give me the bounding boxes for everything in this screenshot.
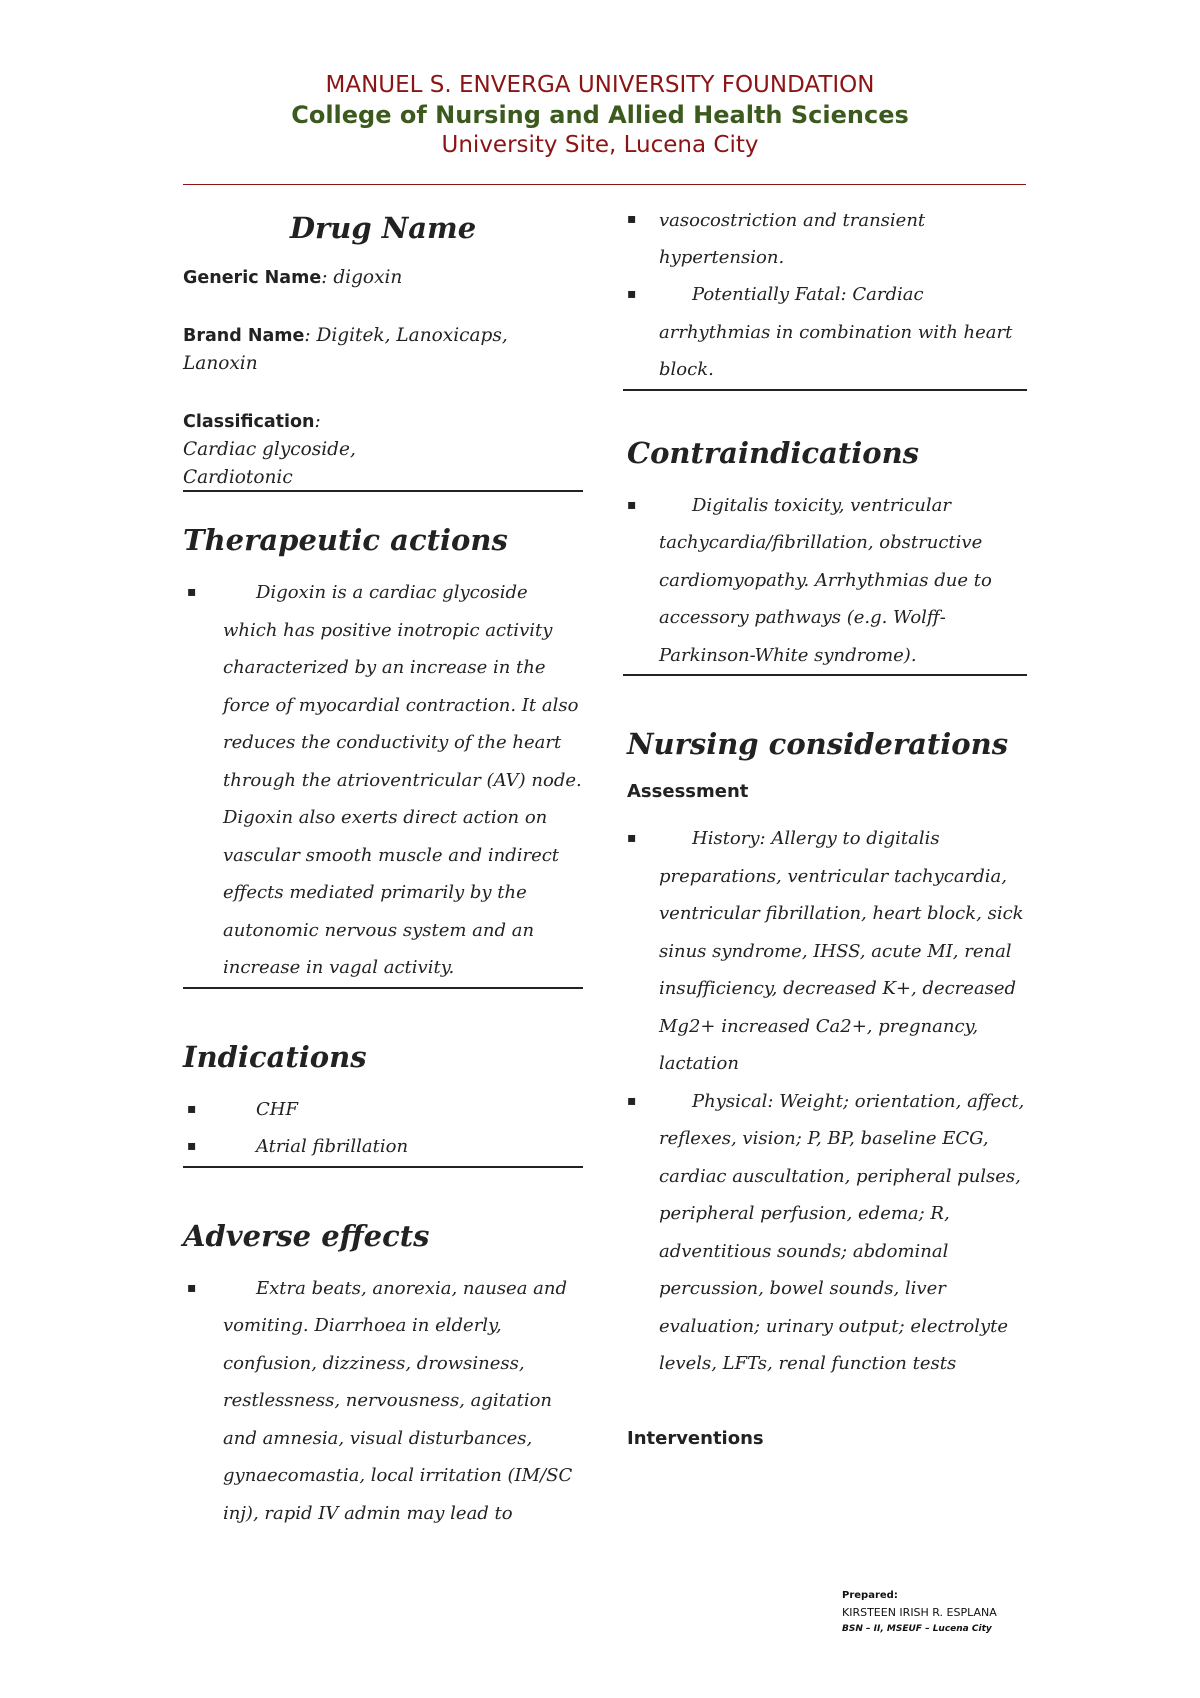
assessment-title: Assessment (627, 781, 749, 802)
prepared-label: Prepared: (842, 1590, 898, 1601)
adverse-effects-list-continued (623, 201, 1027, 391)
right-column (627, 201, 1027, 1453)
indications-section (183, 1037, 583, 1168)
university-name: MANUEL S. ENVERGA UNIVERSITY FOUNDATION (325, 72, 875, 98)
assessment-list (623, 820, 1027, 1383)
list-item: ▪ Atrial fibrillation (183, 1128, 583, 1166)
nursing-considerations-title: Nursing considerations (627, 727, 1009, 761)
generic-name-value: : digoxin (321, 267, 403, 288)
generic-name-label: Generic Name (183, 268, 322, 288)
college-name: College of Nursing and Allied Health Sciences (291, 101, 909, 129)
list-item: ▪ vasocostriction and transient hypertension. (623, 201, 1027, 276)
adverse-effects-continued (627, 201, 1027, 391)
adverse-effects-title: Adverse effects (183, 1218, 430, 1253)
header-divider (183, 184, 1026, 185)
prepared-by (842, 1588, 997, 1636)
list-item: ▪ CHF (183, 1091, 583, 1129)
contraindications-list (623, 487, 1027, 677)
brand-name-field (183, 322, 583, 378)
drug-name-title: Drug Name (289, 211, 477, 245)
left-column (183, 200, 583, 1532)
list-item: ▪ Digitalis toxicity, ventricular tachycardia/fibrillation, obstructive cardiomyopathy. Arrhythmias due to accessory pathways (e.g. Wolff-Parkinson-White syndrome). (623, 487, 1027, 675)
classification-label: Classification (183, 412, 315, 432)
contraindications-title: Contraindications (627, 435, 919, 470)
preparer-course: BSN – II, MSEUF – Lucena City (842, 1624, 992, 1634)
indications-title: Indications (183, 1039, 367, 1074)
brand-name-label: Brand Name (183, 326, 305, 346)
drug-name-section (183, 208, 583, 492)
list-item: ▪ Digoxin is a cardiac glycoside which has positive inotropic activity characterized by an increase in the force of myocardial contraction. It also reduces the conductivity of the heart through the atrioventricular (AV) node. Digoxin also exerts direct action on vascular smooth muscle and indirect effects mediated primarily by the autonomic nervous system and an increase in vagal activity. (183, 574, 583, 987)
list-item: ▪ Potentially Fatal: Cardiac arrhythmias in combination with heart block. (623, 276, 1027, 389)
classification-value: : Cardiac glycoside, Cardiotonic (183, 411, 356, 488)
generic-name-field (183, 264, 583, 292)
contraindications-section (627, 433, 1027, 677)
therapeutic-actions-section (183, 520, 583, 989)
document-header (0, 70, 1200, 160)
therapeutic-actions-title: Therapeutic actions (183, 523, 508, 557)
adverse-effects-section (183, 1216, 583, 1532)
nursing-considerations-section (627, 724, 1027, 1453)
brand-name-value: : Digitek, Lanoxicaps, Lanoxin (183, 325, 508, 374)
therapeutic-actions-list (183, 574, 583, 989)
interventions-title: Interventions (627, 1427, 764, 1449)
classification-field (183, 408, 398, 492)
adverse-effects-list (183, 1270, 583, 1532)
preparer-name: KIRSTEEN IRISH R. ESPLANA (842, 1606, 997, 1619)
university-site: University Site, Lucena City (441, 132, 759, 158)
list-item: ▪ Physical: Weight; orientation, affect, reflexes, vision; P, BP, baseline ECG, cardiac auscultation, peripheral pulses, peripheral perfusion, edema; R, adventitious sounds; abdominal percussion, bowel sounds, liver evaluation; urinary output; electrolyte levels, LFTs, renal function tests (623, 1083, 1027, 1383)
list-item: ▪ History: Allergy to digitalis preparations, ventricular tachycardia, ventricular fibrillation, heart block, sick sinus syndrome, IHSS, acute MI, renal insufficiency, decreased K+, decreased Mg2+ increased Ca2+, pregnancy, lactation (623, 820, 1027, 1083)
indications-list (183, 1091, 583, 1168)
list-item: ▪ Extra beats, anorexia, nausea and vomiting. Diarrhoea in elderly, confusion, dizziness, drowsiness, restlessness, nervousness, agitation and amnesia, visual disturbances, gynaecomastia, local irritation (IM/SC inj), rapid IV admin may lead to (183, 1270, 583, 1532)
